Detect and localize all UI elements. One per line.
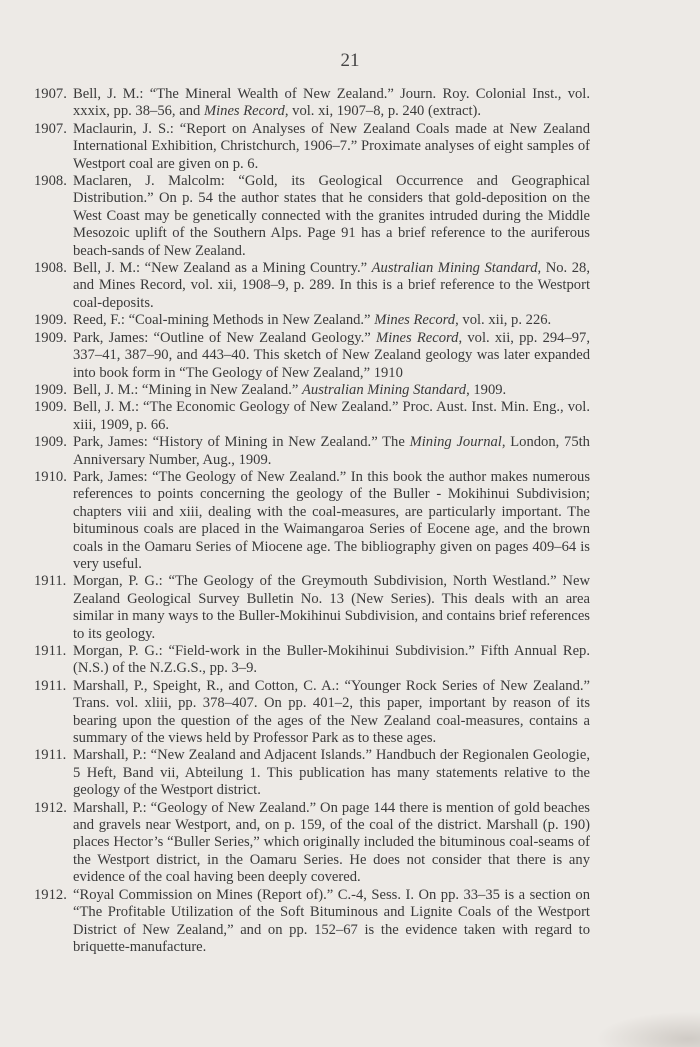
list-item [34, 800, 590, 887]
page-number: 21 [340, 50, 360, 71]
entry-year: 1909. [34, 381, 67, 398]
list-item [34, 86, 590, 121]
list-item [34, 747, 590, 799]
entry-text: Marshall, P.: “Geology of New Zealand.” On page 144 there is mention of gold beaches and gravels near Westport, and, on p. 159, of the coal of the district. Marshall (p. 190) places Hector’s “Buller Series,” which originally included the bituminous coal-seams of the Westport district, in the Oamaru Series. He does not consider that there is any evidence of the coal having been deeply covered. [73, 799, 590, 886]
entry-text: Park, James: “The Geology of New Zealand.” In this book the author makes numerous references to points concerning the geology of the Buller - Mokihinui Subdivision; chapters viii and xiii, dealing with the coal-measures, are particularly important. The bituminous coals are placed in the Waimangaroa Series of Eocene age, and the brown coals in the Oamaru Series of Miocene age. The bibliography given on pages 409–64 is very useful. [73, 468, 590, 572]
entry-text: Reed, F.: “Coal-mining Methods in New Zealand.” Mines Record, vol. xii, p. 226. [73, 312, 552, 329]
bibliography-list [34, 86, 590, 956]
entry-year: 1907. [34, 120, 67, 137]
paper-stain [580, 1007, 700, 1047]
entry-year: 1911. [34, 677, 67, 694]
entry-year: 1909. [34, 312, 67, 329]
list-item [34, 312, 590, 329]
entry-text: Bell, J. M.: “New Zealand as a Mining Country.” Australian Mining Standard, No. 28, and Mines Record, vol. xii, 1908–9, p. 289. In this is a brief reference to the Westport coal-deposits. [73, 260, 590, 311]
entry-text: Maclaren, J. Malcolm: “Gold, its Geological Occurrence and Geographical Distribution.” On p. 54 the author states that he considers that gold-deposition on the West Coast may be genetically connected with the granites intruded during the Middle Mesozoic uplift of the Southern Alps. Page 91 has a brief reference to the auriferous beach-sands of New Zealand. [73, 173, 590, 259]
list-item [34, 382, 590, 399]
entry-text: “Royal Commission on Mines (Report of).” C.-4, Sess. I. On pp. 33–35 is a section on “The Profitable Utilization of the Soft Bituminous and Lignite Coals of the Westport District of New Zealand,” and on pp. 152–67 is the evidence taken with regard to briquette-manufacture. [73, 886, 590, 955]
entry-text: Bell, J. M.: “The Economic Geology of New Zealand.” Proc. Aust. Inst. Min. Eng., vol. xiii, 1909, p. 66. [73, 399, 590, 433]
entry-year: 1908. [34, 173, 67, 190]
entry-year: 1909. [34, 434, 67, 451]
entry-year: 1910. [34, 468, 67, 485]
entry-year: 1912. [34, 799, 67, 816]
entry-text: Morgan, P. G.: “The Geology of the Greymouth Subdivision, North Westland.” New Zealand Geological Survey Bulletin No. 13 (New Series). This deals with an area similar in many ways to the Buller-Mokihinui Subdivision, and contains brief references to its geology. [73, 573, 590, 642]
list-item [34, 330, 590, 382]
entry-year: 1911. [34, 747, 67, 764]
entry-year: 1909. [34, 329, 67, 346]
list-item [34, 678, 590, 748]
entry-text: Morgan, P. G.: “Field-work in the Buller-Mokihinui Subdivision.” Fifth Annual Rep. (N.S.) of the N.Z.G.S., pp. 3–9. [73, 643, 590, 677]
list-item [34, 643, 590, 678]
list-item [34, 573, 590, 643]
entry-year: 1907. [34, 86, 67, 102]
entry-year: 1909. [34, 399, 67, 416]
entry-text: Park, James: “Outline of New Zealand Geology.” Mines Record, vol. xii, pp. 294–97, 337–41, 387–90, and 443–40. This sketch of New Zealand geology was later expanded into book form in “The Geology of New Zealand,” 1910 [73, 329, 590, 381]
entry-text: Bell, J. M.: “Mining in New Zealand.” Australian Mining Standard, 1909. [73, 381, 507, 398]
list-item [34, 173, 590, 260]
list-item [34, 434, 590, 469]
entry-text: Marshall, P.: “New Zealand and Adjacent Islands.” Handbuch der Regionalen Geologie, 5 Heft, Band vii, Abteilung 1. This publication has many statements relative to the geology of the Westport district. [73, 747, 590, 799]
entry-text: Park, James: “History of Mining in New Zealand.” The Mining Journal, London, 75th Anniversary Number, Aug., 1909. [73, 434, 590, 468]
list-item [34, 469, 590, 573]
list-item [34, 399, 590, 434]
entry-year: 1911. [34, 573, 67, 590]
entry-year: 1908. [34, 260, 67, 277]
list-item [34, 887, 590, 957]
entry-year: 1912. [34, 886, 67, 903]
list-item [34, 260, 590, 312]
entry-year: 1911. [34, 643, 67, 659]
entry-text: Marshall, P., Speight, R., and Cotton, C. A.: “Younger Rock Series of New Zealand.” Trans. vol. xliii, pp. 378–407. On pp. 401–2, this paper, important by reason of its bearing upon the question of the ages of the New Zealand coal-measures, contains a summary of the views held by Professor Park as to these ages. [73, 677, 590, 747]
list-item [34, 121, 590, 173]
entry-text: Bell, J. M.: “The Mineral Wealth of New Zealand.” Journ. Roy. Colonial Inst., vol. xxxix, pp. 38–56, and Mines Record, vol. xi, 1907–8, p. 240 (extract). [73, 86, 590, 120]
entry-text: Maclaurin, J. S.: “Report on Analyses of New Zealand Coals made at New Zealand International Exhibition, Christchurch, 1906–7.” Proximate analyses of eight samples of Westport coal are given on p. 6. [73, 120, 590, 172]
